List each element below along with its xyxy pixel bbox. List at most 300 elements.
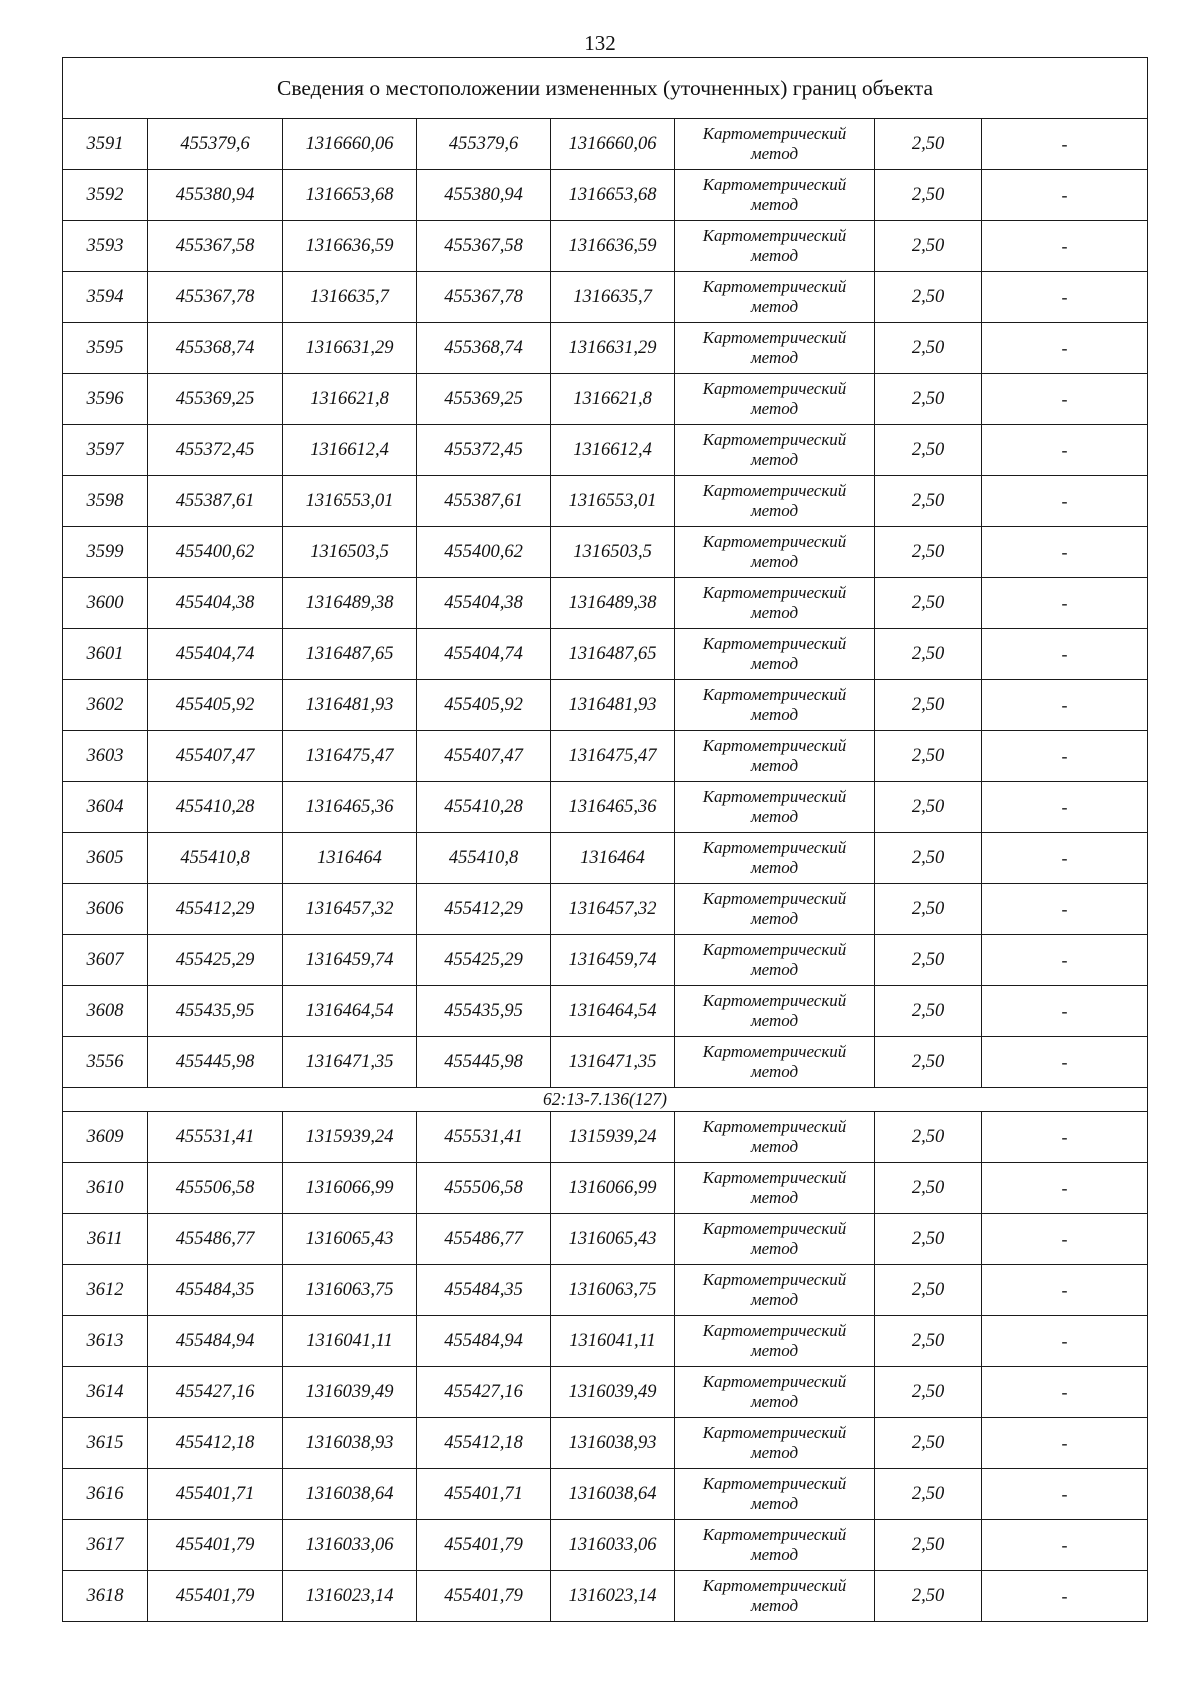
refined-y-cell: 1316489,38 bbox=[551, 578, 675, 629]
refined-x-cell: 455435,95 bbox=[417, 986, 551, 1037]
refined-x-cell: 455410,28 bbox=[417, 782, 551, 833]
refined-y-cell: 1316553,01 bbox=[551, 476, 675, 527]
refined-x-cell: 455387,61 bbox=[417, 476, 551, 527]
table-row bbox=[63, 1316, 1148, 1367]
existing-y-cell: 1316066,99 bbox=[283, 1163, 417, 1214]
accuracy-cell: 2,50 bbox=[875, 833, 982, 884]
refined-x-cell: 455401,71 bbox=[417, 1469, 551, 1520]
refined-x-cell: 455404,38 bbox=[417, 578, 551, 629]
method-cell bbox=[675, 221, 875, 272]
refined-y-cell: 1316621,8 bbox=[551, 374, 675, 425]
table-row bbox=[63, 323, 1148, 374]
existing-y-cell: 1316487,65 bbox=[283, 629, 417, 680]
refined-y-cell: 1316487,65 bbox=[551, 629, 675, 680]
refined-x-cell: 455404,74 bbox=[417, 629, 551, 680]
method-line-2: метод bbox=[750, 1239, 799, 1258]
method-cell bbox=[675, 935, 875, 986]
point-number-cell: 3600 bbox=[63, 578, 148, 629]
point-number-cell: 3596 bbox=[63, 374, 148, 425]
method-cell bbox=[675, 731, 875, 782]
accuracy-cell: 2,50 bbox=[875, 1265, 982, 1316]
method-line-1: Картометрический bbox=[702, 1219, 847, 1238]
existing-y-cell: 1315939,24 bbox=[283, 1112, 417, 1163]
existing-x-cell: 455506,58 bbox=[148, 1163, 283, 1214]
method-line-1: Картометрический bbox=[702, 583, 847, 602]
point-number-cell: 3605 bbox=[63, 833, 148, 884]
method-cell bbox=[675, 323, 875, 374]
table-row bbox=[63, 731, 1148, 782]
existing-y-cell: 1316612,4 bbox=[283, 425, 417, 476]
refined-y-cell: 1316023,14 bbox=[551, 1571, 675, 1622]
method-cell bbox=[675, 170, 875, 221]
refined-x-cell: 455484,35 bbox=[417, 1265, 551, 1316]
existing-y-cell: 1316631,29 bbox=[283, 323, 417, 374]
existing-x-cell: 455401,71 bbox=[148, 1469, 283, 1520]
existing-y-cell: 1316660,06 bbox=[283, 119, 417, 170]
method-line-2: метод bbox=[750, 1596, 799, 1615]
accuracy-cell: 2,50 bbox=[875, 935, 982, 986]
method-line-1: Картометрический bbox=[702, 1270, 847, 1289]
method-line-1: Картометрический bbox=[702, 532, 847, 551]
accuracy-cell: 2,50 bbox=[875, 1520, 982, 1571]
method-line-2: метод bbox=[750, 603, 799, 622]
existing-x-cell: 455412,29 bbox=[148, 884, 283, 935]
marker-description-cell: - bbox=[982, 986, 1148, 1037]
refined-x-cell: 455531,41 bbox=[417, 1112, 551, 1163]
marker-description-cell: - bbox=[982, 782, 1148, 833]
method-line-1: Картометрический bbox=[702, 1042, 847, 1061]
marker-description-cell: - bbox=[982, 1265, 1148, 1316]
refined-y-cell: 1315939,24 bbox=[551, 1112, 675, 1163]
existing-y-cell: 1316065,43 bbox=[283, 1214, 417, 1265]
existing-x-cell: 455405,92 bbox=[148, 680, 283, 731]
existing-x-cell: 455387,61 bbox=[148, 476, 283, 527]
refined-x-cell: 455486,77 bbox=[417, 1214, 551, 1265]
marker-description-cell: - bbox=[982, 1214, 1148, 1265]
point-number-cell: 3615 bbox=[63, 1418, 148, 1469]
existing-y-cell: 1316038,64 bbox=[283, 1469, 417, 1520]
method-line-1: Картометрический bbox=[702, 838, 847, 857]
method-line-2: метод bbox=[750, 1443, 799, 1462]
point-number-cell: 3599 bbox=[63, 527, 148, 578]
method-cell bbox=[675, 1520, 875, 1571]
point-number-cell: 3608 bbox=[63, 986, 148, 1037]
existing-x-cell: 455410,28 bbox=[148, 782, 283, 833]
table-row bbox=[63, 578, 1148, 629]
existing-x-cell: 455412,18 bbox=[148, 1418, 283, 1469]
point-number-cell: 3611 bbox=[63, 1214, 148, 1265]
method-line-1: Картометрический bbox=[702, 379, 847, 398]
method-line-1: Картометрический bbox=[702, 889, 847, 908]
method-line-1: Картометрический bbox=[702, 328, 847, 347]
existing-y-cell: 1316041,11 bbox=[283, 1316, 417, 1367]
method-cell bbox=[675, 425, 875, 476]
refined-y-cell: 1316041,11 bbox=[551, 1316, 675, 1367]
method-line-1: Картометрический bbox=[702, 940, 847, 959]
method-line-2: метод bbox=[750, 450, 799, 469]
refined-y-cell: 1316038,64 bbox=[551, 1469, 675, 1520]
marker-description-cell: - bbox=[982, 884, 1148, 935]
existing-x-cell: 455531,41 bbox=[148, 1112, 283, 1163]
accuracy-cell: 2,50 bbox=[875, 476, 982, 527]
table-row bbox=[63, 986, 1148, 1037]
accuracy-cell: 2,50 bbox=[875, 1037, 982, 1088]
accuracy-cell: 2,50 bbox=[875, 629, 982, 680]
method-line-1: Картометрический bbox=[702, 1525, 847, 1544]
method-cell bbox=[675, 1367, 875, 1418]
method-line-1: Картометрический bbox=[702, 787, 847, 806]
method-cell bbox=[675, 833, 875, 884]
existing-x-cell: 455404,38 bbox=[148, 578, 283, 629]
existing-x-cell: 455410,8 bbox=[148, 833, 283, 884]
accuracy-cell: 2,50 bbox=[875, 1316, 982, 1367]
table-row bbox=[63, 1163, 1148, 1214]
refined-x-cell: 455445,98 bbox=[417, 1037, 551, 1088]
refined-y-cell: 1316457,32 bbox=[551, 884, 675, 935]
method-line-2: метод bbox=[750, 1392, 799, 1411]
existing-y-cell: 1316653,68 bbox=[283, 170, 417, 221]
marker-description-cell: - bbox=[982, 629, 1148, 680]
accuracy-cell: 2,50 bbox=[875, 1418, 982, 1469]
accuracy-cell: 2,50 bbox=[875, 884, 982, 935]
accuracy-cell: 2,50 bbox=[875, 578, 982, 629]
point-number-cell: 3613 bbox=[63, 1316, 148, 1367]
marker-description-cell: - bbox=[982, 1520, 1148, 1571]
table-row bbox=[63, 833, 1148, 884]
refined-y-cell: 1316612,4 bbox=[551, 425, 675, 476]
method-line-2: метод bbox=[750, 501, 799, 520]
method-cell bbox=[675, 272, 875, 323]
method-line-1: Картометрический bbox=[702, 1321, 847, 1340]
refined-x-cell: 455412,29 bbox=[417, 884, 551, 935]
method-line-2: метод bbox=[750, 399, 799, 418]
marker-description-cell: - bbox=[982, 1037, 1148, 1088]
method-line-1: Картометрический bbox=[702, 1474, 847, 1493]
table-row bbox=[63, 782, 1148, 833]
point-number-cell: 3604 bbox=[63, 782, 148, 833]
existing-y-cell: 1316621,8 bbox=[283, 374, 417, 425]
existing-x-cell: 455484,35 bbox=[148, 1265, 283, 1316]
method-line-2: метод bbox=[750, 807, 799, 826]
refined-y-cell: 1316636,59 bbox=[551, 221, 675, 272]
method-line-1: Картометрический bbox=[702, 124, 847, 143]
point-number-cell: 3617 bbox=[63, 1520, 148, 1571]
method-line-2: метод bbox=[750, 654, 799, 673]
existing-y-cell: 1316489,38 bbox=[283, 578, 417, 629]
refined-x-cell: 455401,79 bbox=[417, 1520, 551, 1571]
refined-y-cell: 1316033,06 bbox=[551, 1520, 675, 1571]
marker-description-cell: - bbox=[982, 425, 1148, 476]
method-cell bbox=[675, 1037, 875, 1088]
existing-y-cell: 1316023,14 bbox=[283, 1571, 417, 1622]
table-row bbox=[63, 527, 1148, 578]
existing-x-cell: 455368,74 bbox=[148, 323, 283, 374]
method-line-2: метод bbox=[750, 960, 799, 979]
refined-x-cell: 455400,62 bbox=[417, 527, 551, 578]
point-number-cell: 3607 bbox=[63, 935, 148, 986]
accuracy-cell: 2,50 bbox=[875, 731, 982, 782]
marker-description-cell: - bbox=[982, 1316, 1148, 1367]
method-line-2: метод bbox=[750, 195, 799, 214]
accuracy-cell: 2,50 bbox=[875, 1163, 982, 1214]
existing-x-cell: 455369,25 bbox=[148, 374, 283, 425]
method-cell bbox=[675, 1214, 875, 1265]
point-number-cell: 3612 bbox=[63, 1265, 148, 1316]
table-row bbox=[63, 680, 1148, 731]
refined-y-cell: 1316063,75 bbox=[551, 1265, 675, 1316]
existing-x-cell: 455380,94 bbox=[148, 170, 283, 221]
marker-description-cell: - bbox=[982, 221, 1148, 272]
table-row bbox=[63, 935, 1148, 986]
method-cell bbox=[675, 1112, 875, 1163]
table-row bbox=[63, 1214, 1148, 1265]
accuracy-cell: 2,50 bbox=[875, 1112, 982, 1163]
marker-description-cell: - bbox=[982, 272, 1148, 323]
section-label: 62:13-7.136(127) bbox=[63, 1088, 1148, 1112]
marker-description-cell: - bbox=[982, 680, 1148, 731]
existing-y-cell: 1316503,5 bbox=[283, 527, 417, 578]
refined-y-cell: 1316631,29 bbox=[551, 323, 675, 374]
existing-x-cell: 455400,62 bbox=[148, 527, 283, 578]
existing-x-cell: 455367,78 bbox=[148, 272, 283, 323]
table-row bbox=[63, 1418, 1148, 1469]
table-row bbox=[63, 119, 1148, 170]
table-row bbox=[63, 425, 1148, 476]
point-number-cell: 3606 bbox=[63, 884, 148, 935]
existing-y-cell: 1316635,7 bbox=[283, 272, 417, 323]
method-line-2: метод bbox=[750, 246, 799, 265]
method-cell bbox=[675, 782, 875, 833]
method-cell bbox=[675, 629, 875, 680]
method-line-1: Картометрический bbox=[702, 226, 847, 245]
existing-x-cell: 455427,16 bbox=[148, 1367, 283, 1418]
table-row bbox=[63, 1112, 1148, 1163]
method-line-2: метод bbox=[750, 1290, 799, 1309]
marker-description-cell: - bbox=[982, 578, 1148, 629]
accuracy-cell: 2,50 bbox=[875, 782, 982, 833]
method-line-1: Картометрический bbox=[702, 685, 847, 704]
refined-y-cell: 1316635,7 bbox=[551, 272, 675, 323]
marker-description-cell: - bbox=[982, 1367, 1148, 1418]
method-line-2: метод bbox=[750, 756, 799, 775]
method-line-2: метод bbox=[750, 1137, 799, 1156]
method-cell bbox=[675, 680, 875, 731]
refined-y-cell: 1316464 bbox=[551, 833, 675, 884]
method-cell bbox=[675, 578, 875, 629]
point-number-cell: 3601 bbox=[63, 629, 148, 680]
point-number-cell: 3618 bbox=[63, 1571, 148, 1622]
marker-description-cell: - bbox=[982, 119, 1148, 170]
marker-description-cell: - bbox=[982, 476, 1148, 527]
table-row bbox=[63, 1469, 1148, 1520]
method-cell bbox=[675, 1418, 875, 1469]
point-number-cell: 3592 bbox=[63, 170, 148, 221]
method-line-2: метод bbox=[750, 1188, 799, 1207]
table-row bbox=[63, 1367, 1148, 1418]
method-line-2: метод bbox=[750, 1062, 799, 1081]
marker-description-cell: - bbox=[982, 1469, 1148, 1520]
existing-y-cell: 1316033,06 bbox=[283, 1520, 417, 1571]
method-cell bbox=[675, 884, 875, 935]
refined-x-cell: 455425,29 bbox=[417, 935, 551, 986]
existing-y-cell: 1316464 bbox=[283, 833, 417, 884]
table-row bbox=[63, 476, 1148, 527]
table-row bbox=[63, 629, 1148, 680]
refined-y-cell: 1316065,43 bbox=[551, 1214, 675, 1265]
point-number-cell: 3556 bbox=[63, 1037, 148, 1088]
refined-x-cell: 455405,92 bbox=[417, 680, 551, 731]
method-line-1: Картометрический bbox=[702, 1576, 847, 1595]
accuracy-cell: 2,50 bbox=[875, 425, 982, 476]
existing-y-cell: 1316475,47 bbox=[283, 731, 417, 782]
point-number-cell: 3591 bbox=[63, 119, 148, 170]
marker-description-cell: - bbox=[982, 1163, 1148, 1214]
existing-x-cell: 455486,77 bbox=[148, 1214, 283, 1265]
refined-x-cell: 455367,78 bbox=[417, 272, 551, 323]
method-cell bbox=[675, 1163, 875, 1214]
point-number-cell: 3609 bbox=[63, 1112, 148, 1163]
marker-description-cell: - bbox=[982, 1418, 1148, 1469]
refined-x-cell: 455412,18 bbox=[417, 1418, 551, 1469]
method-line-2: метод bbox=[750, 1341, 799, 1360]
table-title-row bbox=[63, 58, 1148, 119]
method-line-1: Картометрический bbox=[702, 1168, 847, 1187]
method-line-2: метод bbox=[750, 348, 799, 367]
accuracy-cell: 2,50 bbox=[875, 986, 982, 1037]
table-row bbox=[63, 1037, 1148, 1088]
marker-description-cell: - bbox=[982, 833, 1148, 884]
refined-y-cell: 1316038,93 bbox=[551, 1418, 675, 1469]
refined-y-cell: 1316039,49 bbox=[551, 1367, 675, 1418]
existing-x-cell: 455445,98 bbox=[148, 1037, 283, 1088]
method-line-2: метод bbox=[750, 1011, 799, 1030]
method-line-2: метод bbox=[750, 858, 799, 877]
method-cell bbox=[675, 527, 875, 578]
existing-y-cell: 1316471,35 bbox=[283, 1037, 417, 1088]
existing-y-cell: 1316063,75 bbox=[283, 1265, 417, 1316]
boundary-coordinates-table bbox=[62, 57, 1148, 1622]
existing-y-cell: 1316553,01 bbox=[283, 476, 417, 527]
method-line-2: метод bbox=[750, 144, 799, 163]
method-cell bbox=[675, 476, 875, 527]
accuracy-cell: 2,50 bbox=[875, 170, 982, 221]
point-number-cell: 3595 bbox=[63, 323, 148, 374]
point-number-cell: 3597 bbox=[63, 425, 148, 476]
point-number-cell: 3610 bbox=[63, 1163, 148, 1214]
existing-y-cell: 1316459,74 bbox=[283, 935, 417, 986]
method-cell bbox=[675, 1316, 875, 1367]
marker-description-cell: - bbox=[982, 1571, 1148, 1622]
refined-x-cell: 455368,74 bbox=[417, 323, 551, 374]
method-line-2: метод bbox=[750, 297, 799, 316]
point-number-cell: 3598 bbox=[63, 476, 148, 527]
refined-y-cell: 1316066,99 bbox=[551, 1163, 675, 1214]
table-row bbox=[63, 1265, 1148, 1316]
method-cell bbox=[675, 119, 875, 170]
page-number: 132 bbox=[584, 31, 616, 55]
refined-x-cell: 455484,94 bbox=[417, 1316, 551, 1367]
method-line-2: метод bbox=[750, 552, 799, 571]
marker-description-cell: - bbox=[982, 374, 1148, 425]
refined-x-cell: 455380,94 bbox=[417, 170, 551, 221]
method-line-1: Картометрический bbox=[702, 736, 847, 755]
method-line-1: Картометрический bbox=[702, 1372, 847, 1391]
table-title: Сведения о местоположении измененных (уточненных) границ объекта bbox=[63, 58, 1148, 119]
refined-y-cell: 1316475,47 bbox=[551, 731, 675, 782]
existing-y-cell: 1316636,59 bbox=[283, 221, 417, 272]
refined-x-cell: 455379,6 bbox=[417, 119, 551, 170]
point-number-cell: 3603 bbox=[63, 731, 148, 782]
existing-x-cell: 455379,6 bbox=[148, 119, 283, 170]
accuracy-cell: 2,50 bbox=[875, 1367, 982, 1418]
point-number-cell: 3602 bbox=[63, 680, 148, 731]
method-line-2: метод bbox=[750, 1494, 799, 1513]
refined-y-cell: 1316459,74 bbox=[551, 935, 675, 986]
method-line-2: метод bbox=[750, 909, 799, 928]
table-row bbox=[63, 170, 1148, 221]
refined-y-cell: 1316471,35 bbox=[551, 1037, 675, 1088]
method-cell bbox=[675, 1571, 875, 1622]
existing-y-cell: 1316038,93 bbox=[283, 1418, 417, 1469]
marker-description-cell: - bbox=[982, 170, 1148, 221]
method-line-1: Картометрический bbox=[702, 175, 847, 194]
method-line-1: Картометрический bbox=[702, 991, 847, 1010]
refined-y-cell: 1316465,36 bbox=[551, 782, 675, 833]
existing-y-cell: 1316464,54 bbox=[283, 986, 417, 1037]
accuracy-cell: 2,50 bbox=[875, 680, 982, 731]
accuracy-cell: 2,50 bbox=[875, 119, 982, 170]
existing-x-cell: 455401,79 bbox=[148, 1571, 283, 1622]
method-line-1: Картометрический bbox=[702, 634, 847, 653]
table-row bbox=[63, 1520, 1148, 1571]
refined-y-cell: 1316503,5 bbox=[551, 527, 675, 578]
method-line-1: Картометрический bbox=[702, 481, 847, 500]
method-cell bbox=[675, 374, 875, 425]
marker-description-cell: - bbox=[982, 731, 1148, 782]
point-number-cell: 3616 bbox=[63, 1469, 148, 1520]
existing-y-cell: 1316465,36 bbox=[283, 782, 417, 833]
table-row bbox=[63, 884, 1148, 935]
existing-x-cell: 455407,47 bbox=[148, 731, 283, 782]
method-line-1: Картометрический bbox=[702, 1117, 847, 1136]
refined-y-cell: 1316660,06 bbox=[551, 119, 675, 170]
accuracy-cell: 2,50 bbox=[875, 1571, 982, 1622]
marker-description-cell: - bbox=[982, 935, 1148, 986]
refined-x-cell: 455372,45 bbox=[417, 425, 551, 476]
refined-x-cell: 455427,16 bbox=[417, 1367, 551, 1418]
accuracy-cell: 2,50 bbox=[875, 1469, 982, 1520]
refined-y-cell: 1316464,54 bbox=[551, 986, 675, 1037]
method-line-2: метод bbox=[750, 1545, 799, 1564]
refined-x-cell: 455369,25 bbox=[417, 374, 551, 425]
refined-x-cell: 455407,47 bbox=[417, 731, 551, 782]
marker-description-cell: - bbox=[982, 323, 1148, 374]
refined-x-cell: 455410,8 bbox=[417, 833, 551, 884]
refined-x-cell: 455506,58 bbox=[417, 1163, 551, 1214]
section-header-row bbox=[63, 1088, 1148, 1112]
accuracy-cell: 2,50 bbox=[875, 221, 982, 272]
existing-y-cell: 1316457,32 bbox=[283, 884, 417, 935]
method-line-2: метод bbox=[750, 705, 799, 724]
table-row bbox=[63, 374, 1148, 425]
refined-y-cell: 1316653,68 bbox=[551, 170, 675, 221]
point-number-cell: 3594 bbox=[63, 272, 148, 323]
marker-description-cell: - bbox=[982, 527, 1148, 578]
table-row bbox=[63, 221, 1148, 272]
existing-y-cell: 1316481,93 bbox=[283, 680, 417, 731]
table-row bbox=[63, 272, 1148, 323]
method-cell bbox=[675, 1469, 875, 1520]
